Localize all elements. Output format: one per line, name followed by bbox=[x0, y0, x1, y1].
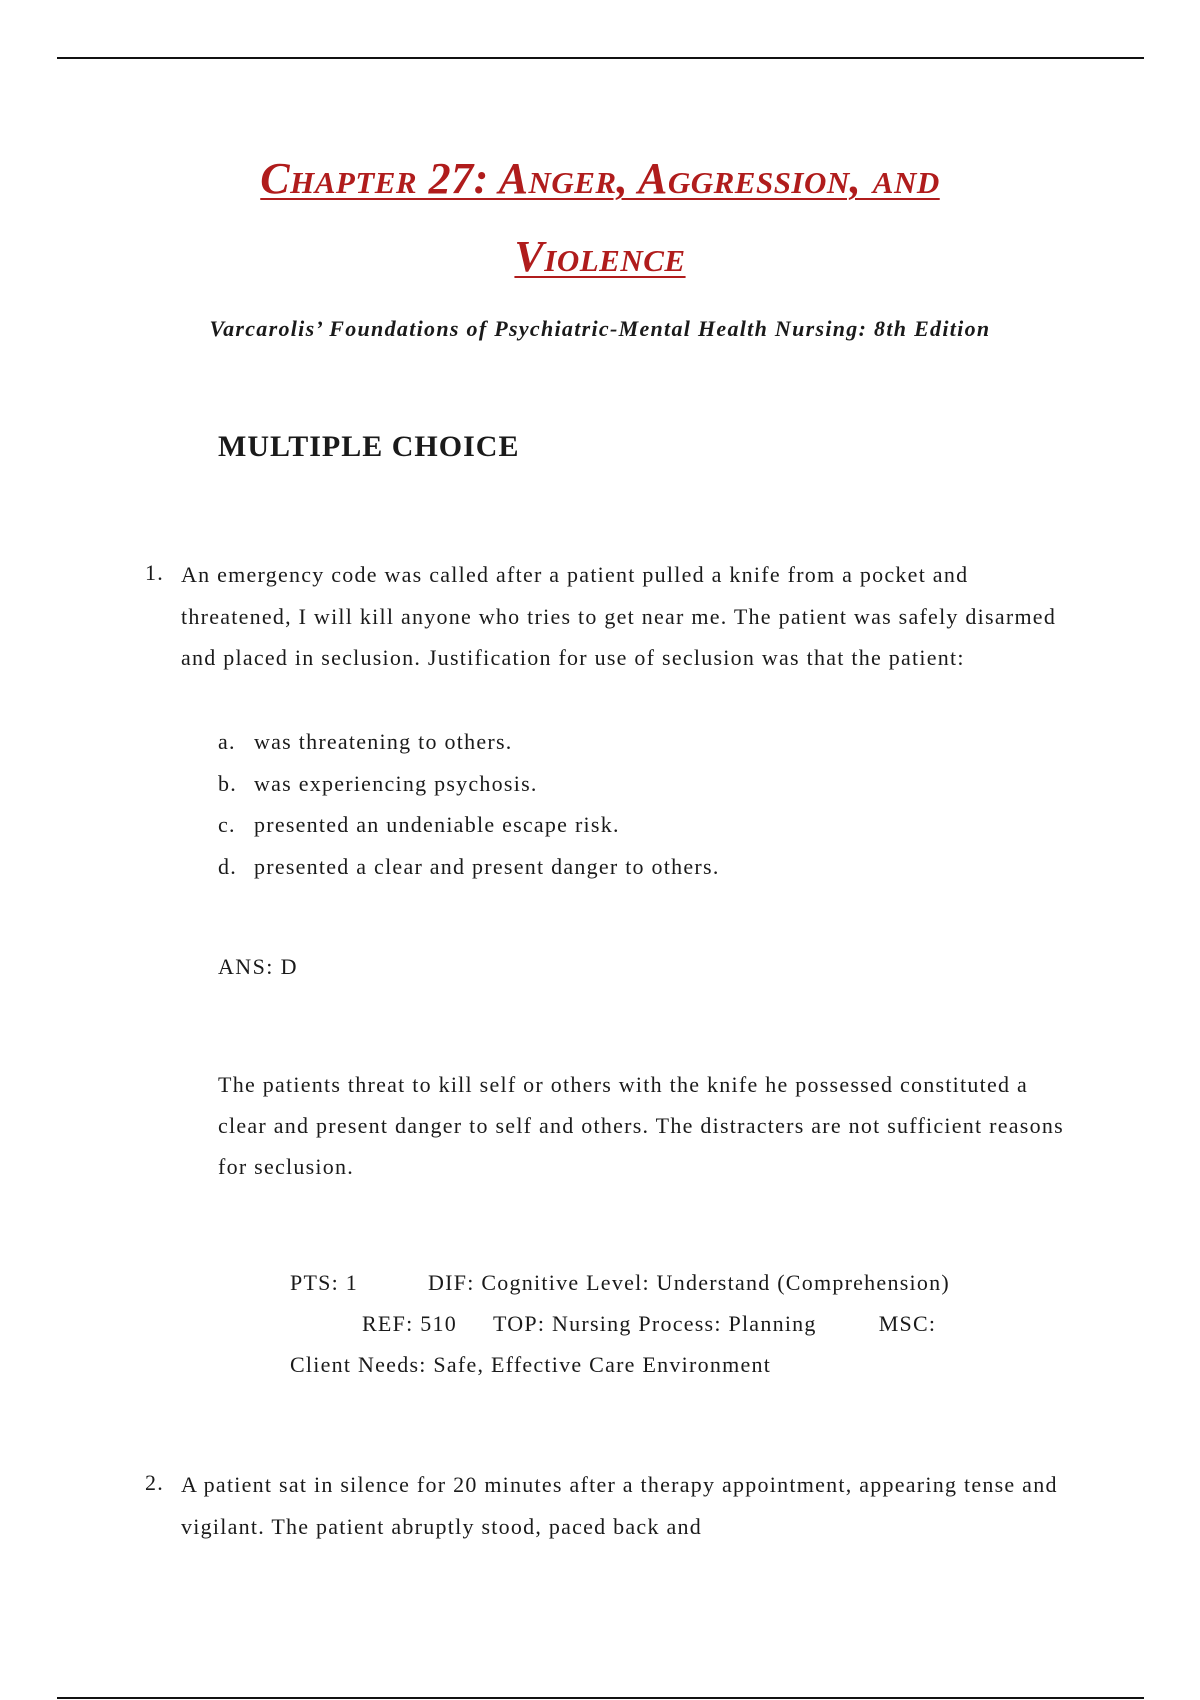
question-1-meta-line-1 bbox=[290, 1270, 950, 1296]
question-1-number: 1. bbox=[145, 560, 164, 585]
option-letter: c. bbox=[218, 812, 236, 837]
question-1-meta-line-2 bbox=[362, 1311, 936, 1337]
question-2-number: 2. bbox=[145, 1470, 164, 1495]
option-text: presented an undeniable escape risk. bbox=[254, 812, 620, 837]
question-1-meta-line-3: Client Needs: Safe, Effective Care Environment bbox=[290, 1352, 772, 1377]
book-subtitle: Varcarolis’ Foundations of Psychiatric-Mental Health Nursing: 8th Edition bbox=[209, 316, 991, 341]
question-1-answer: ANS: D bbox=[218, 954, 298, 979]
option-text: was experiencing psychosis. bbox=[254, 771, 538, 796]
question-1-option-b bbox=[218, 771, 538, 797]
meta-ref: REF: 510 bbox=[362, 1311, 457, 1336]
meta-pts: PTS: 1 bbox=[290, 1270, 359, 1295]
question-1-option-d bbox=[218, 854, 720, 880]
option-letter: d. bbox=[218, 854, 237, 879]
meta-msc: MSC: bbox=[878, 1311, 937, 1336]
meta-top: TOP: Nursing Process: Planning bbox=[492, 1311, 817, 1336]
question-1-option-c bbox=[218, 812, 620, 838]
top-rule bbox=[57, 57, 1144, 59]
option-text: presented a clear and present danger to others. bbox=[254, 854, 720, 879]
bottom-rule bbox=[57, 1697, 1144, 1699]
chapter-title-line-2: Violence bbox=[514, 232, 686, 281]
question-1-rationale: The patients threat to kill self or others with the knife he possessed constituted a clear and present danger to self and others. The distracters are not sufficient reasons for seclusion. bbox=[218, 1072, 1064, 1179]
question-2-text: A patient sat in silence for 20 minutes after a therapy appointment, appearing tense and vigilant. The patient abruptly stood, paced back and bbox=[181, 1472, 1058, 1539]
option-letter: b. bbox=[218, 771, 237, 796]
question-1-text: An emergency code was called after a patient pulled a knife from a pocket and threatened, I will kill anyone who tries to get near me. The patient was safely disarmed and placed in seclusion. Justification for use of seclusion was that the patient: bbox=[181, 562, 1057, 670]
meta-dif: DIF: Cognitive Level: Understand (Comprehension) bbox=[428, 1270, 950, 1295]
option-letter: a. bbox=[218, 729, 236, 754]
section-heading: MULTIPLE CHOICE bbox=[218, 430, 520, 463]
option-text: was threatening to others. bbox=[254, 729, 513, 754]
question-1-option-a bbox=[218, 729, 513, 755]
chapter-title bbox=[0, 140, 1200, 296]
chapter-title-line-1: Chapter 27: Anger, Aggression, and bbox=[260, 154, 940, 203]
